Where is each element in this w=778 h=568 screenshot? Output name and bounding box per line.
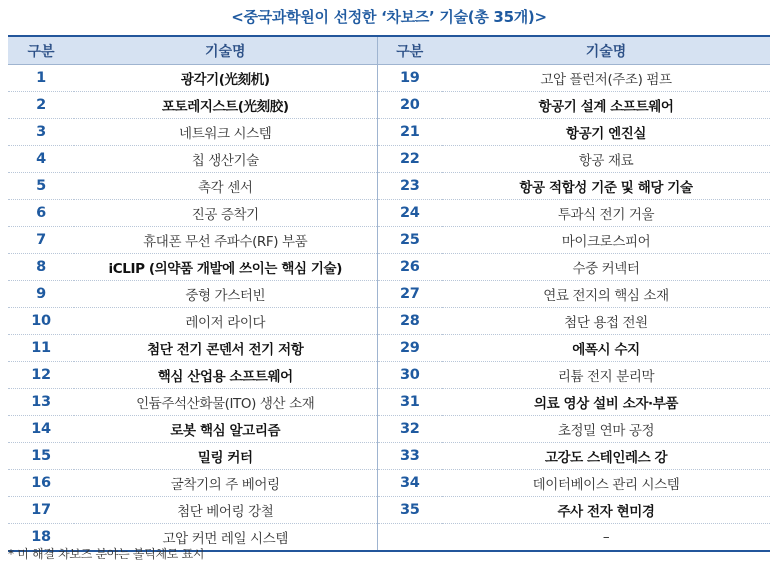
table-row [8, 497, 770, 524]
tech-name-left: 네트워크 시스템 [74, 119, 377, 146]
row-number-left: 12 [8, 362, 74, 389]
row-number-right: 25 [377, 227, 442, 254]
row-number-right: 24 [377, 200, 442, 227]
row-number-left: 13 [8, 389, 74, 416]
row-number-right: 29 [377, 335, 442, 362]
row-number-right: 22 [377, 146, 442, 173]
tech-name-left: 휴대폰 무선 주파수(RF) 부품 [74, 227, 377, 254]
table-row [8, 254, 770, 281]
row-number-left: 18 [8, 524, 74, 552]
tech-name-left: 로봇 핵심 알고리즘 [74, 416, 377, 443]
row-number-left: 14 [8, 416, 74, 443]
row-number-right [377, 524, 442, 552]
tech-name-right: 연료 전지의 핵심 소재 [442, 281, 770, 308]
table-row [8, 65, 770, 92]
tech-name-left: 굴착기의 주 베어링 [74, 470, 377, 497]
row-number-left: 9 [8, 281, 74, 308]
row-number-left: 11 [8, 335, 74, 362]
table-row [8, 308, 770, 335]
table-row [8, 173, 770, 200]
row-number-left: 2 [8, 92, 74, 119]
row-number-right: 27 [377, 281, 442, 308]
table-row [8, 119, 770, 146]
row-number-left: 7 [8, 227, 74, 254]
tech-name-right: 투과식 전기 거울 [442, 200, 770, 227]
tech-name-right: 항공 재료 [442, 146, 770, 173]
row-number-right: 33 [377, 443, 442, 470]
table-row [8, 470, 770, 497]
row-number-right: 31 [377, 389, 442, 416]
tech-name-right: 리튬 전지 분리막 [442, 362, 770, 389]
tech-name-left: 촉각 센서 [74, 173, 377, 200]
tech-name-left: 광각기(光刻机) [74, 65, 377, 92]
table-row [8, 200, 770, 227]
table-row [8, 416, 770, 443]
row-number-right: 28 [377, 308, 442, 335]
table-row [8, 146, 770, 173]
tech-name-right: 에폭시 수지 [442, 335, 770, 362]
tech-name-right: 의료 영상 설비 소자·부품 [442, 389, 770, 416]
tech-name-right: 주사 전자 현미경 [442, 497, 770, 524]
header-category-right: 구분 [377, 36, 442, 65]
row-number-left: 4 [8, 146, 74, 173]
tech-name-left: 핵심 산업용 소프트웨어 [74, 362, 377, 389]
tech-name-right: 데이터베이스 관리 시스템 [442, 470, 770, 497]
tech-name-left: 칩 생산기술 [74, 146, 377, 173]
row-number-left: 3 [8, 119, 74, 146]
row-number-right: 35 [377, 497, 442, 524]
table-row [8, 227, 770, 254]
row-number-left: 8 [8, 254, 74, 281]
tech-name-left: 레이저 라이다 [74, 308, 377, 335]
row-number-right: 34 [377, 470, 442, 497]
tech-name-left: 중형 가스터빈 [74, 281, 377, 308]
tech-name-right: – [442, 524, 770, 552]
tech-name-left: 진공 증착기 [74, 200, 377, 227]
tech-name-left: 고압 커먼 레일 시스템 [74, 524, 377, 552]
table-row [8, 281, 770, 308]
row-number-left: 5 [8, 173, 74, 200]
row-number-right: 20 [377, 92, 442, 119]
row-number-right: 21 [377, 119, 442, 146]
table-row [8, 362, 770, 389]
row-number-left: 1 [8, 65, 74, 92]
header-row [8, 36, 770, 65]
row-number-left: 16 [8, 470, 74, 497]
row-number-left: 6 [8, 200, 74, 227]
tech-name-left: iCLIP (의약품 개발에 쓰이는 핵심 기술) [74, 254, 377, 281]
tech-name-left: 포토레지스트(光刻胶) [74, 92, 377, 119]
row-number-right: 23 [377, 173, 442, 200]
header-tech-name-right: 기술명 [442, 36, 770, 65]
tech-name-right: 초정밀 연마 공정 [442, 416, 770, 443]
row-number-left: 17 [8, 497, 74, 524]
header-tech-name-left: 기술명 [74, 36, 377, 65]
tech-name-right: 항공기 설계 소프트웨어 [442, 92, 770, 119]
row-number-left: 15 [8, 443, 74, 470]
row-number-right: 19 [377, 65, 442, 92]
tech-name-left: 첨단 전기 콘덴서 전기 저항 [74, 335, 377, 362]
table-title: <중국과학원이 선정한 ‘차보즈’ 기술(총 35개)> [231, 8, 547, 26]
row-number-right: 32 [377, 416, 442, 443]
footnote: * 미 해결 차보즈 분야는 볼딕체로 표시 [8, 547, 205, 561]
tech-name-right: 고강도 스테인레스 강 [442, 443, 770, 470]
tech-name-left: 밀링 커터 [74, 443, 377, 470]
tech-table [8, 35, 770, 552]
tech-name-left: 첨단 베어링 강철 [74, 497, 377, 524]
table-row [8, 335, 770, 362]
tech-name-right: 고압 플런저(주조) 펌프 [442, 65, 770, 92]
tech-name-right: 마이크로스피어 [442, 227, 770, 254]
tech-name-right: 항공기 엔진실 [442, 119, 770, 146]
tech-name-right: 수중 커넥터 [442, 254, 770, 281]
row-number-right: 30 [377, 362, 442, 389]
table-row [8, 389, 770, 416]
table-row [8, 443, 770, 470]
tech-name-left: 인듐주석산화물(ITO) 생산 소재 [74, 389, 377, 416]
header-category-left: 구분 [8, 36, 74, 65]
table-row [8, 92, 770, 119]
row-number-right: 26 [377, 254, 442, 281]
tech-name-right: 항공 적합성 기준 및 해당 기술 [442, 173, 770, 200]
row-number-left: 10 [8, 308, 74, 335]
tech-name-right: 첨단 용접 전원 [442, 308, 770, 335]
